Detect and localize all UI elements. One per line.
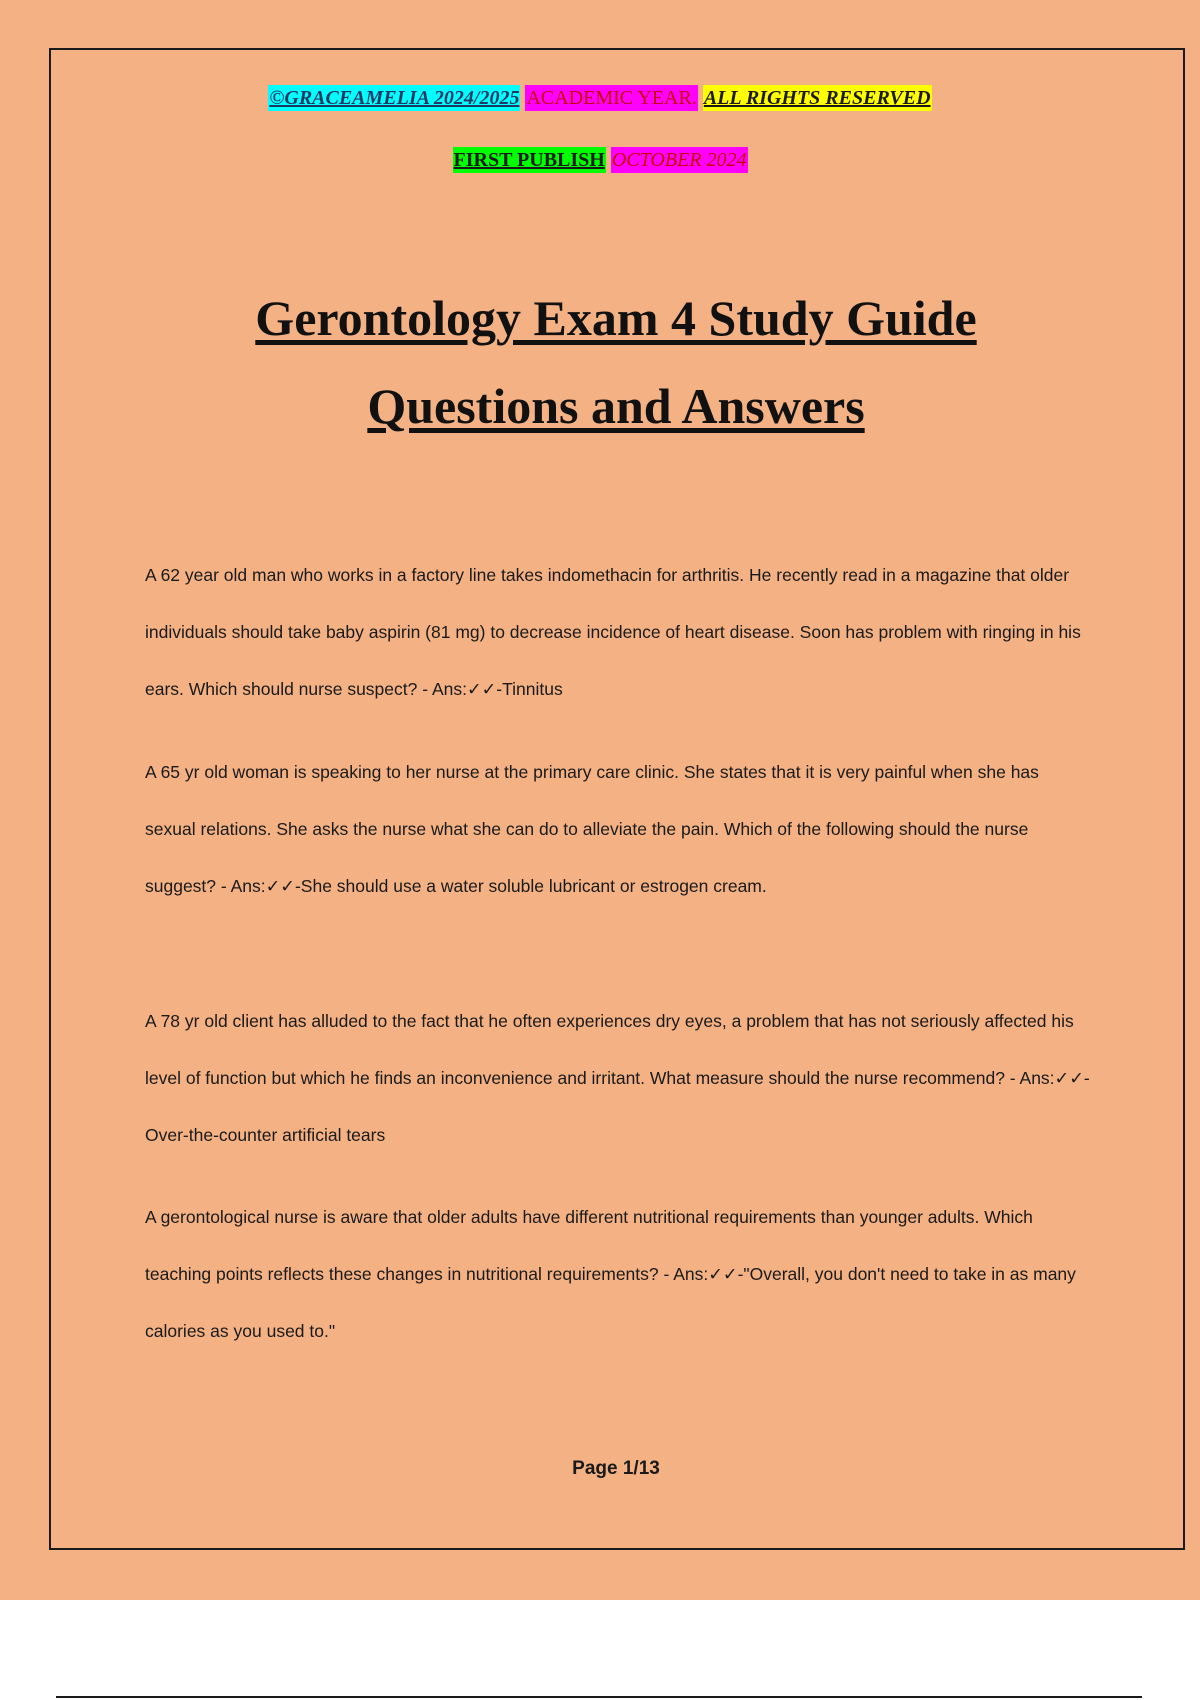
copyright-header [0,85,1200,111]
publish-date-text: OCTOBER 2024 [611,149,747,171]
qa-item-4: A gerontological nurse is aware that older adults have different nutritional requirements than younger adults. Which teaching points reflects these changes in nutritional requirements? - Ans:✓✓-"Overall, you don't need to take in as many calories as you used to." [145,1207,1076,1341]
academic-year-text: ACADEMIC YEAR. [526,87,697,109]
qa-item-3: A 78 yr old client has alluded to the fact that he often experiences dry eyes, a problem that has not seriously affected his level of function but which he finds an inconvenience and irritant. What measure should the nurse recommend? - Ans:✓✓-Over-the-counter artificial tears [145,1011,1090,1145]
rights-text: ALL RIGHTS RESERVED [703,87,931,109]
next-page-rule [56,1696,1142,1698]
publish-header [0,147,1200,173]
page-title-line-1: Gerontology Exam 4 Study Guide [255,290,977,346]
page-title-line-2: Questions and Answers [367,378,865,434]
qa-item-2: A 65 yr old woman is speaking to her nurse at the primary care clinic. She states that it is very painful when she has sexual relations. She asks the nurse what she can do to alleviate the pain. Which of the following should the nurse suggest? - Ans:✓✓-She should use a water soluble lubricant or estrogen cream. [145,762,1039,896]
copyright-text: ©GRACEAMELIA 2024/2025 [269,87,520,109]
first-publish-text: FIRST PUBLISH [453,149,605,171]
qa-item-1: A 62 year old man who works in a factory line takes indomethacin for arthritis. He recently read in a magazine that older individuals should take baby aspirin (81 mg) to decrease incidence of heart disease. Soon has problem with ringing in his ears. Which should nurse suspect? - Ans:✓✓-Tinnitus [145,565,1081,699]
page-number: Page 1/13 [572,1458,660,1479]
